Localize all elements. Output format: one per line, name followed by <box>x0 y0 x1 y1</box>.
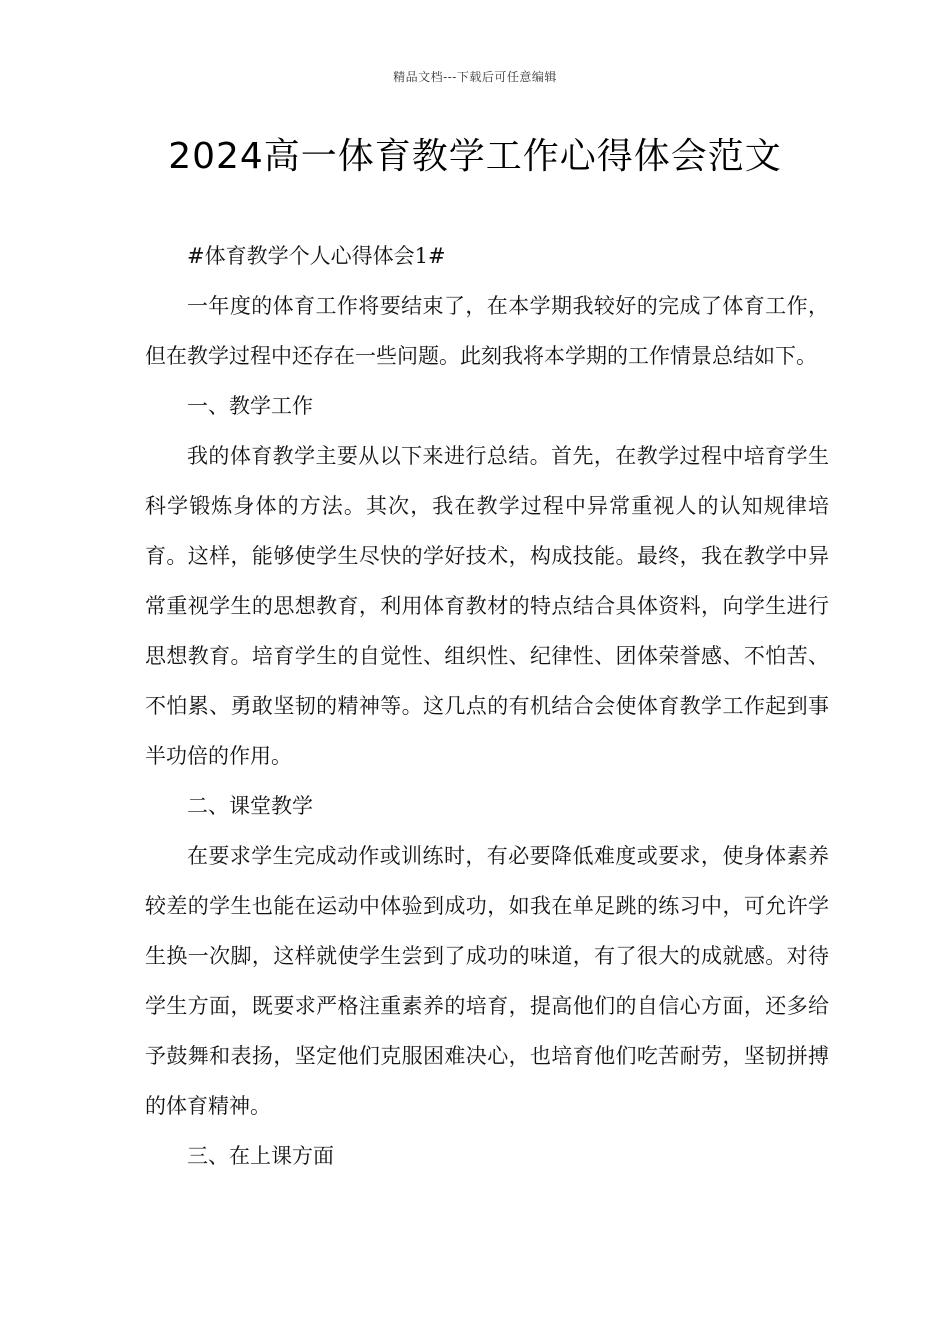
page-header-note: 精品文档---下载后可任意编辑 <box>393 70 557 84</box>
paragraph-classroom-teaching: 在要求学生完成动作或训练时，有必要降低难度或要求，使身体素养较差的学生也能在运动中体验到成功，如我在单足跳的练习中，可允许学生换一次脚，这样就使学生尝到了成功的味道，有了很大的成就感。对待学生方面，既要求严格注重素养的培育，提高他们的自信心方面，还多给予鼓舞和表扬，坚定他们克服困难决心，也培育他们吃苦耐劳，坚韧拼搏的体育精神。 <box>145 844 829 1118</box>
paragraph-section-marker: #体育教学个人心得体会1# <box>187 244 446 268</box>
document-body <box>145 231 829 1181</box>
document-title: 2024高一体育教学工作心得体会范文 <box>168 136 782 177</box>
heading-teaching-work: 一、教学工作 <box>187 394 313 418</box>
heading-classroom-teaching: 二、课堂教学 <box>187 794 313 818</box>
paragraph-intro: 一年度的体育工作将要结束了，在本学期我较好的完成了体育工作，但在教学过程中还存在一些问题。此刻我将本学期的工作情景总结如下。 <box>145 294 829 368</box>
paragraph-teaching-work: 我的体育教学主要从以下来进行总结。首先，在教学过程中培育学生科学锻炼身体的方法。其次，我在教学过程中异常重视人的认知规律培育。这样，能够使学生尽快的学好技术，构成技能。最终，我在教学中异常重视学生的思想教育，利用体育教材的特点结合具体资料，向学生进行思想教育。培育学生的自觉性、组织性、纪律性、团体荣誉感、不怕苦、不怕累、勇敢坚韧的精神等。这几点的有机结合会使体育教学工作起到事半功倍的作用。 <box>145 444 829 768</box>
heading-class-aspects: 三、在上课方面 <box>187 1144 334 1168</box>
